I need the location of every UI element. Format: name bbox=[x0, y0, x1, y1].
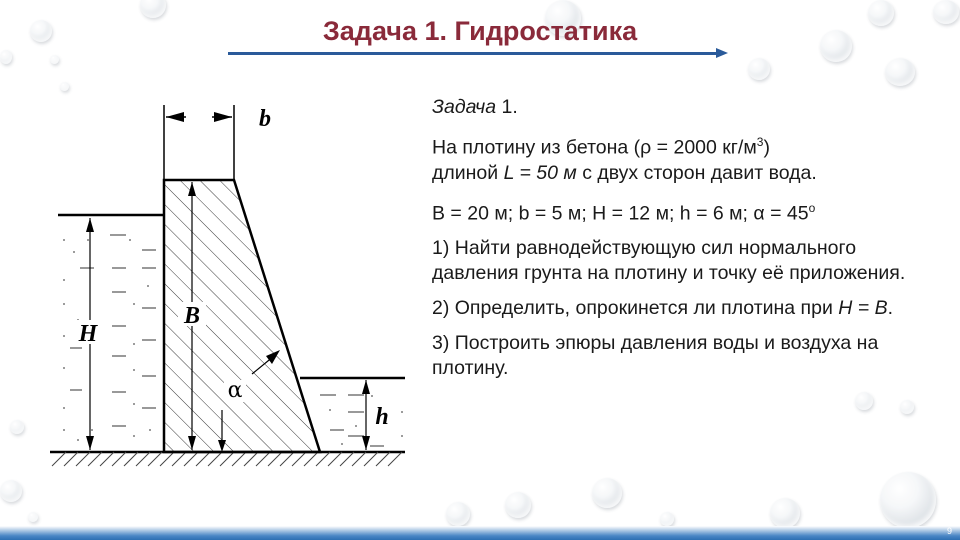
b-arrowhead-right-icon bbox=[214, 112, 232, 122]
H-label: H bbox=[78, 321, 98, 347]
heading-word: Задача bbox=[432, 96, 497, 118]
bottom-bar bbox=[0, 526, 960, 540]
statement-density: На плотину из бетона (ρ = 2000 кг/м bbox=[432, 136, 757, 159]
bubble-decoration bbox=[880, 472, 936, 528]
heading-number: 1. bbox=[496, 96, 518, 118]
question-2-condition: H = B bbox=[838, 297, 888, 319]
bubble-decoration bbox=[770, 498, 800, 528]
page-number: 9 bbox=[946, 526, 952, 536]
bubble-decoration bbox=[660, 512, 674, 526]
H-arrow-top-icon bbox=[86, 218, 94, 232]
question-1: 1) Найти равнодействующую сил нормального давления грунта на плотину и точку её приложения. bbox=[432, 237, 906, 284]
ground-hatching bbox=[52, 452, 402, 466]
title-arrow-icon bbox=[716, 48, 728, 58]
b-label: b bbox=[259, 106, 271, 132]
B-label: B bbox=[183, 303, 201, 329]
alpha-label: α bbox=[227, 378, 243, 403]
bubble-decoration bbox=[0, 50, 12, 64]
bubble-decoration bbox=[592, 478, 622, 508]
bubble-decoration bbox=[900, 400, 914, 414]
question-3: 3) Построить эпюры давления воды и воздуха на плотину. bbox=[432, 332, 879, 379]
b-arrowhead-left-icon bbox=[166, 112, 184, 122]
bubble-decoration bbox=[446, 502, 470, 526]
bubble-decoration bbox=[0, 480, 22, 502]
question-2-end: . bbox=[887, 297, 894, 319]
statement-length-value: L = 50 м bbox=[503, 161, 577, 184]
h-arrow-bottom-icon bbox=[362, 436, 370, 450]
bubble-decoration bbox=[505, 492, 531, 518]
density-unit-exponent: 3 bbox=[756, 135, 764, 149]
problem-parameters bbox=[432, 196, 932, 227]
title-underline bbox=[228, 52, 718, 55]
dam-diagram-svg bbox=[30, 90, 410, 500]
bubble-decoration bbox=[855, 392, 873, 410]
h-arrow-top-icon bbox=[362, 380, 370, 394]
problem-text bbox=[432, 95, 932, 391]
statement-length-suffix: с двух сторон давит вода. bbox=[576, 161, 817, 184]
bubble-decoration bbox=[10, 420, 24, 434]
statement-length-prefix: длиной bbox=[432, 161, 504, 184]
parameters-values: B = 20 м; b = 5 м; H = 12 м; h = 6 м; α = 45 bbox=[432, 202, 809, 224]
H-arrow-bottom-icon bbox=[86, 436, 94, 450]
dam-diagram bbox=[30, 90, 410, 500]
problem-heading bbox=[432, 95, 932, 120]
bubble-decoration bbox=[885, 58, 915, 86]
question-2-text: 2) Определить, опрокинется ли плотина при bbox=[432, 297, 839, 319]
statement-paren: ) bbox=[763, 136, 770, 159]
bubble-decoration bbox=[748, 58, 770, 80]
problem-statement bbox=[432, 130, 932, 186]
bubble-decoration bbox=[28, 512, 38, 522]
slide-title: Задача 1. Гидростатика bbox=[322, 16, 638, 46]
h-label: h bbox=[375, 404, 389, 430]
degree-sign: о bbox=[808, 200, 816, 215]
bubble-decoration bbox=[50, 55, 59, 64]
question-2 bbox=[432, 296, 932, 321]
